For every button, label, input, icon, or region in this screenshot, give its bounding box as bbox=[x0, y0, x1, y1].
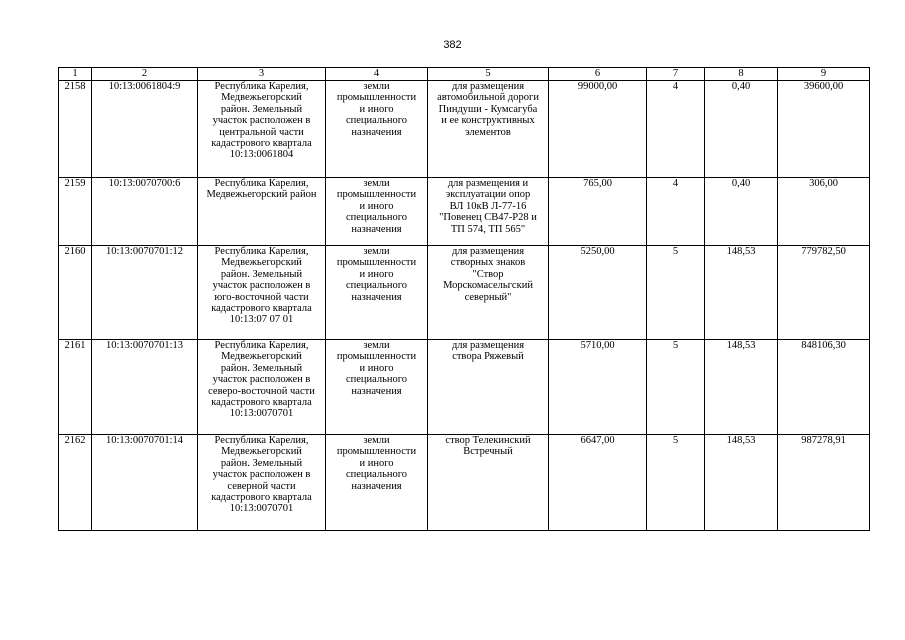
cadastral-number: 10:13:0070701:14 bbox=[92, 435, 198, 531]
location-text: Республика Карелия, Медвежьегорский район bbox=[206, 178, 317, 201]
land-category-text: земли промышленности и иного специального назначения bbox=[336, 246, 417, 303]
table-row bbox=[59, 246, 870, 340]
column-number: 8 bbox=[705, 68, 778, 81]
table-row bbox=[59, 340, 870, 435]
land-category-cell bbox=[326, 340, 428, 435]
location-text: Республика Карелия, Медвежьегорский район. Земельный участок расположен в северо-восточной части кадастрового квартала 10:13:0070701 bbox=[208, 340, 315, 420]
row-number: 2160 bbox=[59, 246, 92, 340]
permitted-use-text: для размещения створа Ряжевый bbox=[451, 340, 525, 363]
cadastral-number: 10:13:0061804:9 bbox=[92, 81, 198, 178]
area-value: 99000,00 bbox=[549, 81, 647, 178]
column-number: 2 bbox=[92, 68, 198, 81]
land-category-text: земли промышленности и иного специального назначения bbox=[336, 435, 417, 492]
rate-value: 0,40 bbox=[705, 178, 778, 246]
table-row bbox=[59, 81, 870, 178]
permitted-use-text: для размещения створных знаков "Створ Морскомасельгский северный" bbox=[443, 246, 533, 303]
group-number: 4 bbox=[647, 81, 705, 178]
rate-value: 148,53 bbox=[705, 435, 778, 531]
permitted-use-cell bbox=[428, 178, 549, 246]
permitted-use-text: створ Телекинский Встречный bbox=[445, 435, 531, 458]
cadastral-value: 306,00 bbox=[778, 178, 870, 246]
row-number: 2158 bbox=[59, 81, 92, 178]
row-number: 2159 bbox=[59, 178, 92, 246]
location-cell bbox=[198, 340, 326, 435]
permitted-use-text: для размещения и эксплуатации опор ВЛ 10кВ Л-77-16 "Повенец СВ47-Р28 и ТП 574, ТП 565" bbox=[439, 178, 537, 235]
cadastral-value: 987278,91 bbox=[778, 435, 870, 531]
location-text: Республика Карелия, Медвежьегорский район. Земельный участок расположен в юго-восточной части кадастрового квартала 10:13:07 07 01 bbox=[211, 246, 312, 326]
column-number: 3 bbox=[198, 68, 326, 81]
land-category-text: земли промышленности и иного специального назначения bbox=[336, 340, 417, 397]
permitted-use-cell bbox=[428, 340, 549, 435]
land-category-text: земли промышленности и иного специального назначения bbox=[336, 81, 417, 138]
location-cell bbox=[198, 246, 326, 340]
column-number: 5 bbox=[428, 68, 549, 81]
column-number-row bbox=[59, 68, 870, 81]
permitted-use-cell bbox=[428, 246, 549, 340]
land-category-cell bbox=[326, 81, 428, 178]
area-value: 5710,00 bbox=[549, 340, 647, 435]
group-number: 5 bbox=[647, 340, 705, 435]
land-category-cell bbox=[326, 178, 428, 246]
table-row bbox=[59, 178, 870, 246]
cadastral-value: 779782,50 bbox=[778, 246, 870, 340]
permitted-use-text: для размещения автомобильной дороги Пиндуши - Кумсагуба и ее конструктивных элементов bbox=[437, 81, 539, 138]
land-registry-table bbox=[58, 67, 870, 531]
location-cell bbox=[198, 435, 326, 531]
location-text: Республика Карелия, Медвежьегорский район. Земельный участок расположен в центральной части кадастрового квартала 10:13:0061804 bbox=[211, 81, 312, 161]
area-value: 6647,00 bbox=[549, 435, 647, 531]
column-number: 6 bbox=[549, 68, 647, 81]
permitted-use-cell bbox=[428, 435, 549, 531]
column-number: 4 bbox=[326, 68, 428, 81]
land-category-cell bbox=[326, 246, 428, 340]
table-row bbox=[59, 435, 870, 531]
permitted-use-cell bbox=[428, 81, 549, 178]
cadastral-value: 848106,30 bbox=[778, 340, 870, 435]
cadastral-value: 39600,00 bbox=[778, 81, 870, 178]
group-number: 5 bbox=[647, 246, 705, 340]
cadastral-number: 10:13:0070701:12 bbox=[92, 246, 198, 340]
land-category-cell bbox=[326, 435, 428, 531]
column-number: 1 bbox=[59, 68, 92, 81]
row-number: 2162 bbox=[59, 435, 92, 531]
area-value: 765,00 bbox=[549, 178, 647, 246]
rate-value: 0,40 bbox=[705, 81, 778, 178]
location-text: Республика Карелия, Медвежьегорский район. Земельный участок расположен в северной части кадастрового квартала 10:13:0070701 bbox=[211, 435, 312, 515]
rate-value: 148,53 bbox=[705, 340, 778, 435]
group-number: 5 bbox=[647, 435, 705, 531]
location-cell bbox=[198, 81, 326, 178]
land-category-text: земли промышленности и иного специального назначения bbox=[336, 178, 417, 235]
group-number: 4 bbox=[647, 178, 705, 246]
cadastral-number: 10:13:0070700:6 bbox=[92, 178, 198, 246]
column-number: 9 bbox=[778, 68, 870, 81]
cadastral-number: 10:13:0070701:13 bbox=[92, 340, 198, 435]
column-number: 7 bbox=[647, 68, 705, 81]
location-cell bbox=[198, 178, 326, 246]
area-value: 5250,00 bbox=[549, 246, 647, 340]
rate-value: 148,53 bbox=[705, 246, 778, 340]
page-number: 382 bbox=[443, 39, 462, 51]
row-number: 2161 bbox=[59, 340, 92, 435]
